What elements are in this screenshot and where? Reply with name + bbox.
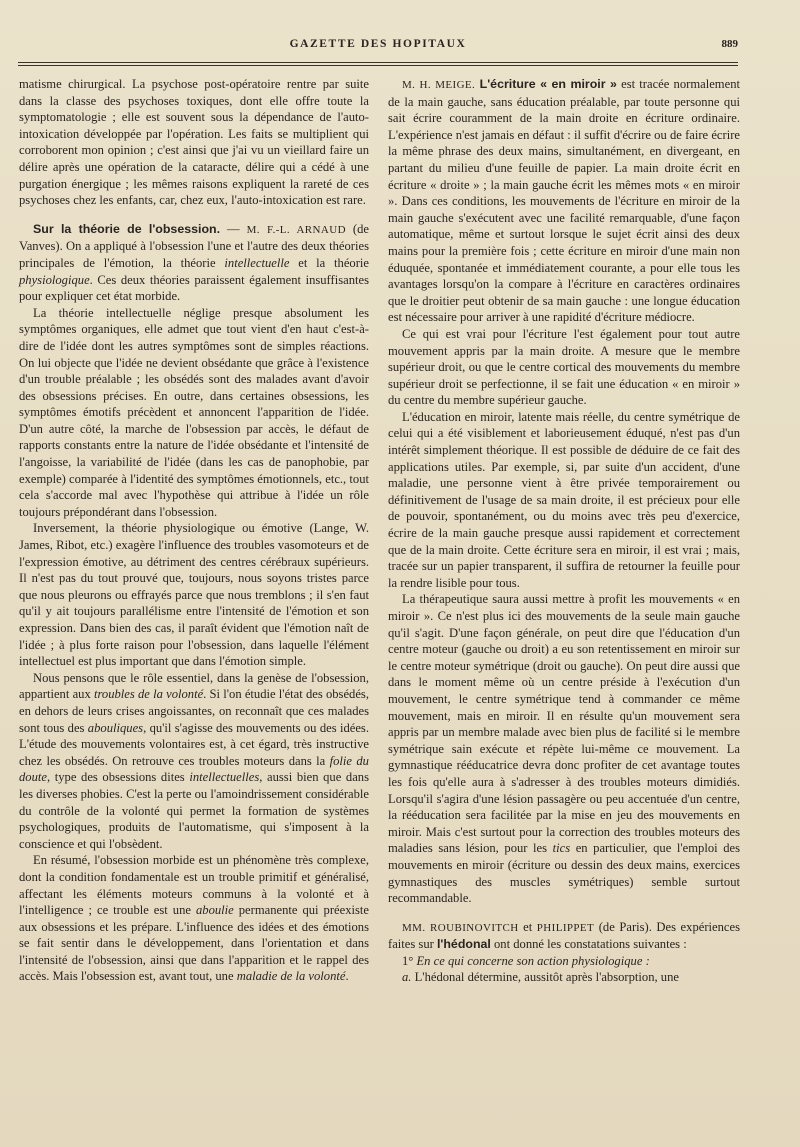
paragraph-ecriture-miroir: M. H. MEIGE. L'écriture « en miroir » est tracée normalement de la main gauche, sans éducation préalable, par toute personne qui sait écrire couramment de la main droite en écriture ordinaire. L'expérience n'est jamais en défaut : il suffit d'écrire ou de faire écrire la même phrase des deux mains, simultanément, en divergeant, en partant du milieu d'une feuille de papier. La main droite écrit en écriture « droite » ; la main gauche écrit les mêmes mots « en miroir ». Dans ces conditions, les mouvements de l'écriture en miroir de la main gauche s'exécutent avec une facilité remarquable, d'une façon automatique, même et surtout lorsque le sujet écrit ainsi des deux mains pour la première fois ; cette écriture en miroir d'une main non éduquée, spontanée et immédiatement courante, a pour elle tous les avantages lorsqu'on la compare à l'écriture en caractères ordinaires que le droitier peut obtenir de sa main gauche : une longue éducation est nécessaire pour arriver à une rapidité d'écriture médiocre. <box>388 77 740 325</box>
paragraph-theorie-physiologique: Inversement, la théorie physiologique ou émotive (Lange, W. James, Ribot, etc.) exagère l'influence des troubles vasomoteurs et de l'expression émotive, au détriment des centres cérébraux supérieurs. Il n'est pas du tout prouvé que, toujours, nous soyons tristes parce que nous pleurons ou effrayés parce que nous tremblons ; il s'en faut qu'il y ait toujours parallélisme entre l'intensité de l'émotion et son expression. Dans bien des cas, il paraît évident que l'émotion naît de l'idée ; à plus forte raison pour l'obsession, dans laquelle l'élément intellectuel est plus important que dans l'émotion simple. <box>19 521 369 669</box>
left-column <box>19 76 369 985</box>
header-rule <box>18 62 738 63</box>
author-arnaud: M. F.-L. ARNAUD <box>246 223 346 236</box>
section-heading-hedonal: l'hédonal <box>436 937 491 952</box>
paragraph-resume: En résumé, l'obsession morbide est un phénomène très complexe, dont la condition fondamentale est un trouble primitif et généralisé, affectant les éléments moteurs communs à la volonté et à l'intelligence ; ce trouble est une aboulie permanente qui préexiste aux obsessions et les prépare. L'influence des idées et des émotions se fait sentir dans le développement, dans l'orientation et dans l'intensité de l'obsession, ainsi que dans l'apparition et le rappel des accès. Mais l'obsession est, avant tout, une maladie de la volonté. <box>19 853 369 984</box>
running-title: GAZETTE DES HOPITAUX <box>289 38 467 50</box>
section-heading-ecriture-miroir: L'écriture « en miroir » <box>475 77 617 91</box>
page-number: 889 <box>721 38 738 50</box>
right-column <box>388 76 740 986</box>
paragraph-theorie-intellectuelle: La théorie intellectuelle néglige presque absolument les symptômes organiques, elle admet que tout vient d'en haut c'est-à-dire de l'idée dont les autres symptômes sont de simples réactions. On lui objecte que l'idée ne devient obsédante que grâce à l'existence d'un trouble préalable ; les obsédés sont des malades avant d'avoir des obsessions précises. En outre, dans certaines obsessions, les symptômes émotifs précèdent et annoncent l'apparition de l'idée. D'un autre côté, la marche de l'obsession par accès, le défaut de rapports constants entre la nature de l'idée obsédante et l'intensité de l'angoisse, la variabilité de l'idée (dans les cas de panophobie, par exemple) comparée à l'identité des symptômes émotionnels, etc., tout cela s'accorde mal avec l'hypothèse qui attribue à l'idée un rôle toujours prépondérant dans l'obsession. <box>19 305 369 519</box>
paragraph-obsession-intro: Sur la théorie de l'obsession. — M. F.-L. ARNAUD (de Vanves). On a appliqué à l'obsession l'une et l'autre des deux théories principales de l'émotion, la théorie intellectuelle et la théorie physiologique. Ces deux théories paraissent également insuffisantes pour expliquer cet état morbide. <box>19 221 370 304</box>
paragraph-mouvement-appris: Ce qui est vrai pour l'écriture l'est également pour tout autre mouvement appris par la main droite. A mesure que le membre supérieur droit, ou que le centre cortical des mouvements du membre supérieur droit se perfectionne, il se fait une éducation « en miroir » du centre du membre supérieur gauche. <box>388 326 740 408</box>
author-philippet: PHILIPPET <box>536 921 595 934</box>
author-meige: M. H. MEIGE. <box>402 79 476 91</box>
header-rule-thin <box>18 65 738 66</box>
paragraph-psychose-conclusion: matisme chirurgical. La psychose post-opératoire rentre par suite dans la classe des psychoses toxiques, dont elle offre toute la symptomatologie ; elle est souvent sous la dépendance de l'auto-intoxication développée par l'opération. Les faits se multiplient qui corroborent mon opinion ; c'est ainsi que j'ai vu un vieillard faire un délire après une opération de la cataracte, délire qui a cédé à une purgation énergique ; les mêmes raisons expliquent la rareté de ces psychoses chez les enfants, car, chez eux, l'auto-intoxication est rare. <box>19 77 369 208</box>
paragraph-therapeutique: La thérapeutique saura aussi mettre à profit les mouvements « en miroir ». Ce n'est plus ici des mouvements de la seule main gauche qu'il s'agit. D'une façon générale, on peut dire que l'éducation d'un centre moteur (gauche ou droit) a eu son retentissement en miroir sur le centre moteur symétrique (droit ou gauche). On peut dire aussi que dans le moment même où un centre préside à l'exécution d'un mouvement, le centre symétrique tend à commander ce même mouvement, mais en miroir. Il en résulte qu'un mouvement sera appris par un membre malade avec bien plus de facilité si le membre symétrique sain exécute et répète lui-même ce mouvement. La gymnastique rééducatrice devra donc profiter de cet avantage toutes les fois qu'elle aura à s'adresser à des troubles moteurs dimidiés. Lorsqu'il s'agira d'une lésion passagère ou peu accentuée d'un centre, la rééducation sera facilitée par la mise en jeu des mouvements en miroir. Mais c'est surtout pour la correction des troubles moteurs des maladies sans lésion, pour les tics en particulier, que l'emploi des mouvements en miroir (écriture ou dessin des deux mains, exercices gymnastiques des muscles symétriques) semble surtout recommandable. <box>388 592 740 906</box>
paragraph-action-physiologique: 1° En ce qui concerne son action physiologique : <box>402 953 650 968</box>
paragraph-education-miroir: L'éducation en miroir, latente mais réelle, du centre symétrique de celui qui a été visiblement et laborieusement éduqué, n'est pas d'un intérêt simplement théorique. Il est possible de déduire de ce fait des applications utiles. Par exemple, si, par suite d'un accident, d'une maladie, une personne vient à être privée temporairement ou définitivement de l'usage de sa main droite, il est précieux pour elle de pouvoir, spontanément, ou du moins avec très peu d'exercice, écrire de la main gauche presque aussi rapidement et correctement que de la main droite. Cette écriture sera en miroir, il est vrai ; mais, tracée sur un papier transparent, il suffira de retourner la feuille pour la rendre lisible pour tous. <box>388 409 740 590</box>
paragraph-hedonal: MM. ROUBINOVITCH et PHILIPPET (de Paris). Des expériences faites sur l'hédonal ont donné les constatations suivantes : <box>388 919 740 952</box>
paragraph-troubles-volonte: Nous pensons que le rôle essentiel, dans la genèse de l'obsession, appartient aux troubles de la volonté. Si l'on étudie l'état des obsédés, en dehors de leurs crises angoissantes, on reconnaît que ces malades sont tous des abouliques, qu'il s'agisse des mouvements ou des idées. L'étude des mouvements volontaires est, à cet égard, très instructive chez les obsédés. On retrouve ces troubles moteurs dans la folie du doute, type des obsessions dites intellectuelles, aussi bien que dans les diverses phobies. C'est la perte ou l'amoindrissement considérable du contrôle de la volonté qui permet la formation de systèmes psychologiques, produits de l'automatisme, qui s'imposent à la conscience et qui l'obsèdent. <box>19 670 369 851</box>
page-header <box>18 36 738 56</box>
paragraph-hedonal-a: a. L'hédonal détermine, aussitôt après l'absorption, une <box>402 970 679 985</box>
author-roubinovitch: MM. ROUBINOVITCH <box>402 921 519 934</box>
section-heading-obsession: Sur la théorie de l'obsession. <box>33 221 221 236</box>
